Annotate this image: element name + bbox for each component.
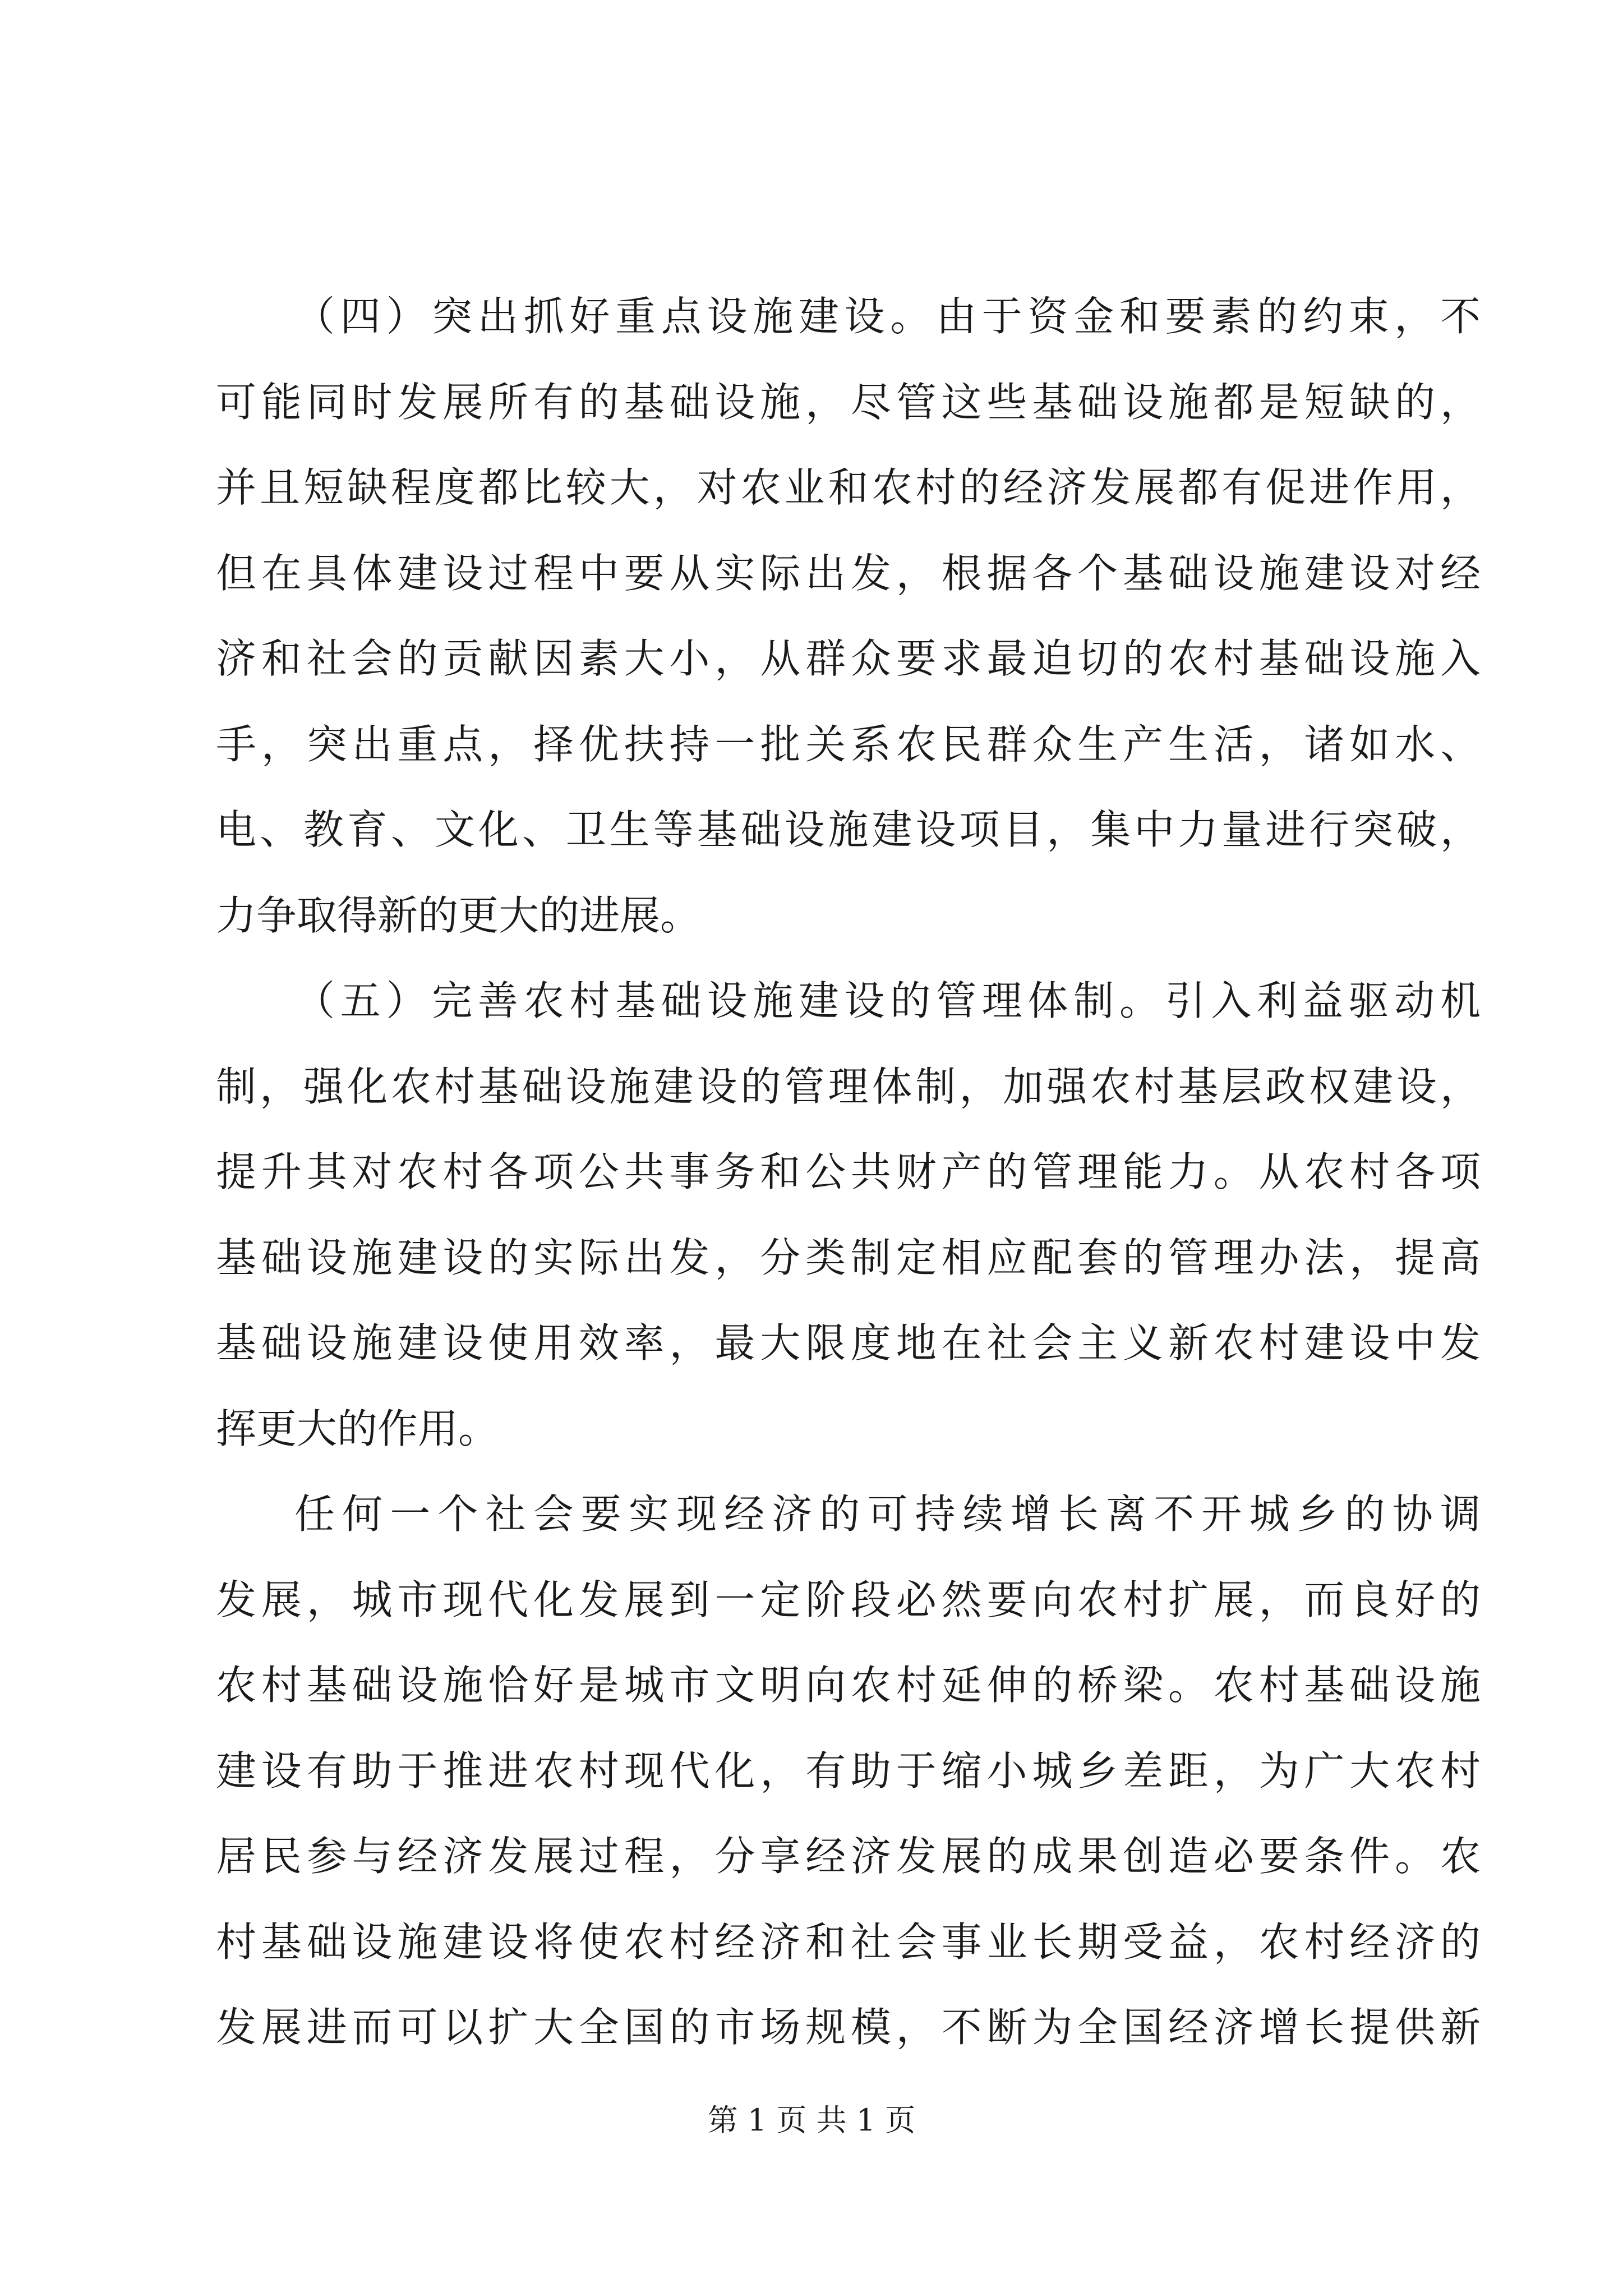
text-line: 发展进而可以扩大全国的市场规模，不断为全国经济增长提供新 bbox=[216, 2004, 1481, 2051]
text-line: 发展，城市现代化发展到一定阶段必然要向农村扩展，而良好的 bbox=[216, 1576, 1481, 1623]
text-line: 手，突出重点，择优扶持一批关系农民群众生产生活，诸如水、 bbox=[216, 720, 1481, 768]
text-line: 村基础设施建设将使农村经济和社会事业长期受益，农村经济的 bbox=[216, 1918, 1481, 1966]
text-line: （四）突出抓好重点设施建设。由于资金和要素的约束，不 bbox=[294, 293, 1481, 340]
text-line: 建设有助于推进农村现代化，有助于缩小城乡差距，为广大农村 bbox=[216, 1747, 1481, 1795]
text-line: 任何一个社会要实现经济的可持续增长离不开城乡的协调 bbox=[294, 1490, 1481, 1538]
text-line: 可能同时发展所有的基础设施，尽管这些基础设施都是短缺的， bbox=[216, 378, 1481, 426]
body-text bbox=[216, 274, 1481, 2070]
page-number: 第 1 页 共 1 页 bbox=[707, 2102, 916, 2138]
text-line: 并且短缺程度都比较大，对农业和农村的经济发展都有促进作用， bbox=[216, 464, 1481, 511]
text-line: 基础设施建设使用效率，最大限度地在社会主义新农村建设中发 bbox=[216, 1319, 1481, 1366]
text-line: 农村基础设施恰好是城市文明向农村延伸的桥梁。农村基础设施 bbox=[216, 1662, 1481, 1709]
text-line: （五）完善农村基础设施建设的管理体制。引入利益驱动机 bbox=[294, 977, 1481, 1024]
text-line: 制，强化农村基础设施建设的管理体制，加强农村基层政权建设， bbox=[216, 1062, 1481, 1110]
text-line: 但在具体建设过程中要从实际出发，根据各个基础设施建设对经 bbox=[216, 549, 1481, 597]
text-line: 基础设施建设的实际出发，分类制定相应配套的管理办法，提高 bbox=[216, 1234, 1481, 1281]
text-line: 济和社会的贡献因素大小，从群众要求最迫切的农村基础设施入 bbox=[216, 635, 1481, 682]
text-line: 居民参与经济发展过程，分享经济发展的成果创造必要条件。农 bbox=[216, 1833, 1481, 1880]
text-line: 提升其对农村各项公共事务和公共财产的管理能力。从农村各项 bbox=[216, 1148, 1481, 1195]
text-line: 力争取得新的更大的进展。 bbox=[216, 891, 701, 939]
text-line: 电、教育、文化、卫生等基础设施建设项目，集中力量进行突破， bbox=[216, 806, 1481, 853]
text-line: 挥更大的作用。 bbox=[216, 1405, 499, 1452]
